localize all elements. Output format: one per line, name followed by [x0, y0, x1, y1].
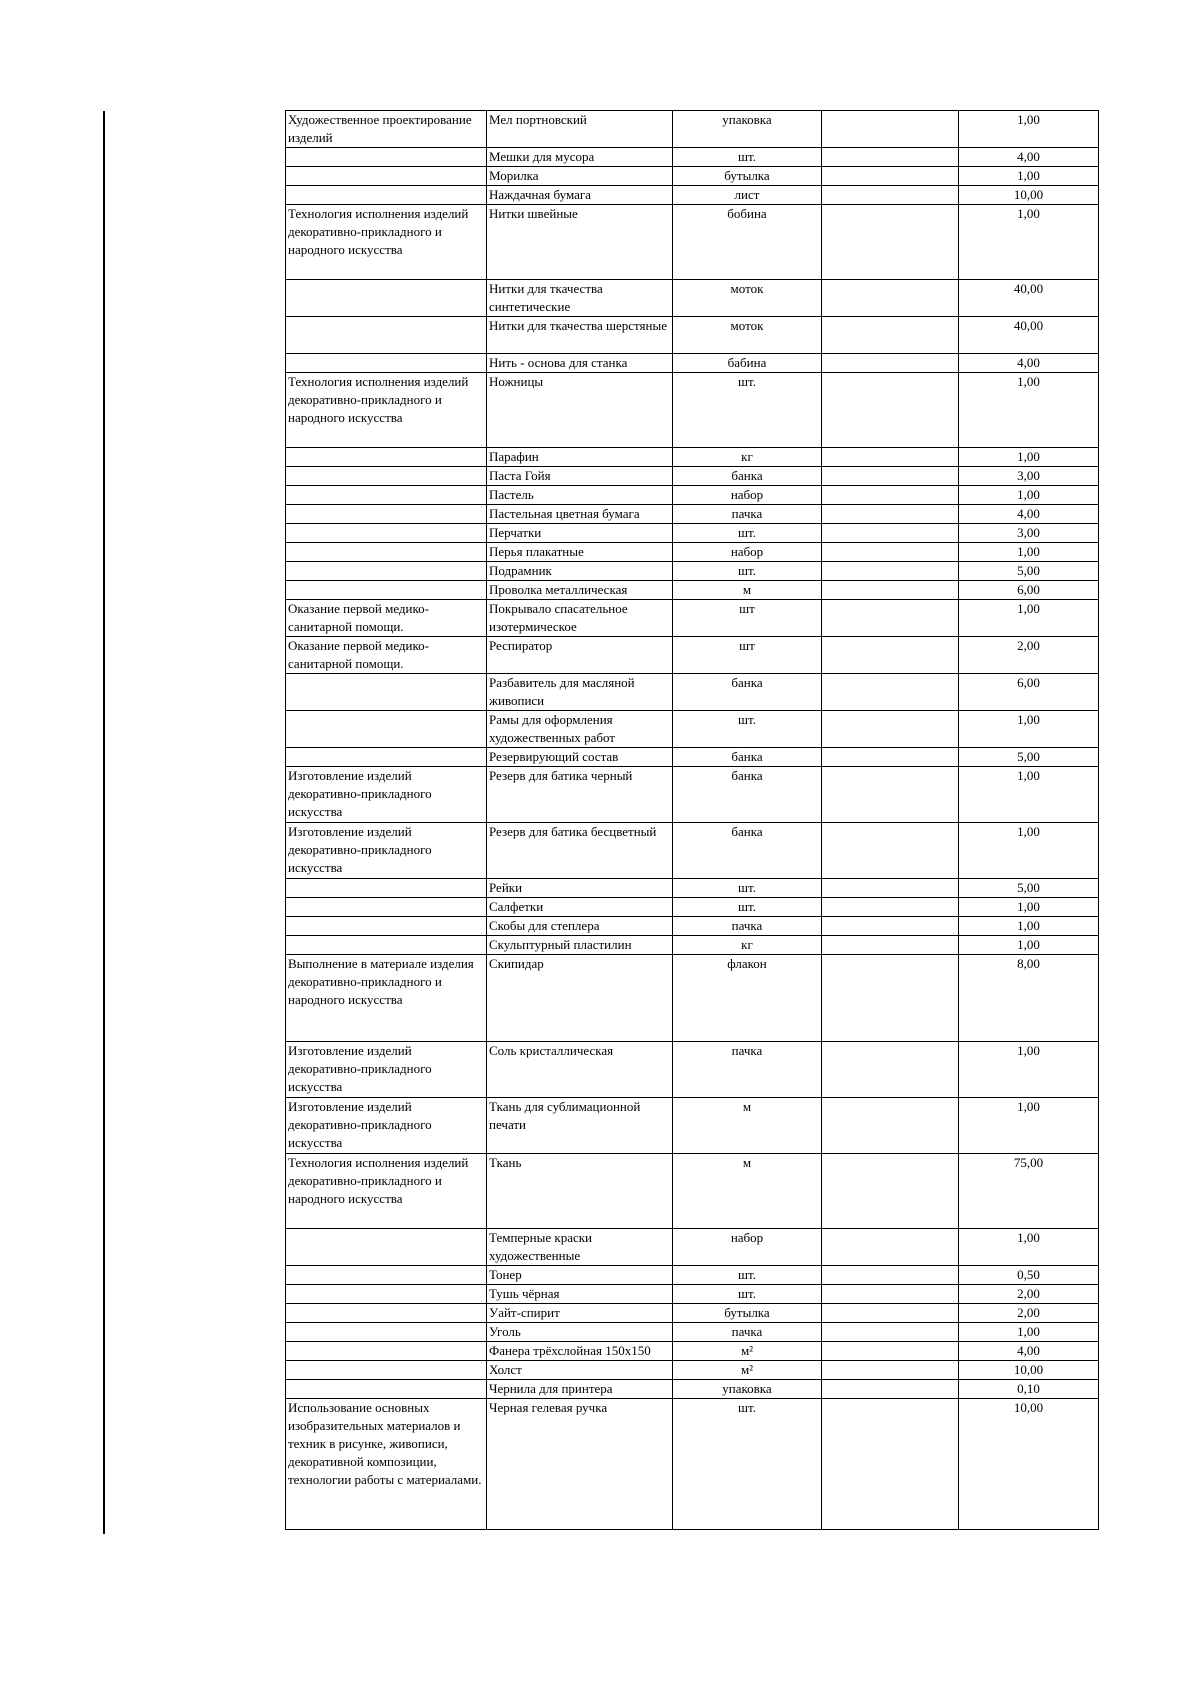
cell-quantity: 40,00 — [959, 280, 1099, 317]
table-row — [286, 317, 1099, 354]
cell-unit: пачка — [673, 505, 822, 524]
cell-item-name: Парафин — [487, 448, 673, 467]
cell-subject — [286, 486, 487, 505]
table-row — [286, 1323, 1099, 1342]
cell-empty — [822, 1304, 959, 1323]
cell-quantity: 2,00 — [959, 1304, 1099, 1323]
table-row — [286, 1380, 1099, 1399]
table-row — [286, 543, 1099, 562]
cell-quantity: 1,00 — [959, 917, 1099, 936]
cell-item-name: Разбавитель для масляной живописи — [487, 674, 673, 711]
cell-unit: м² — [673, 1361, 822, 1380]
cell-quantity: 3,00 — [959, 524, 1099, 543]
cell-unit: шт — [673, 637, 822, 674]
cell-subject — [286, 543, 487, 562]
cell-empty — [822, 373, 959, 448]
cell-subject — [286, 1380, 487, 1399]
cell-item-name: Скобы для степлера — [487, 917, 673, 936]
cell-subject — [286, 280, 487, 317]
cell-quantity: 2,00 — [959, 1285, 1099, 1304]
cell-empty — [822, 823, 959, 879]
cell-empty — [822, 467, 959, 486]
cell-empty — [822, 1266, 959, 1285]
cell-quantity: 75,00 — [959, 1154, 1099, 1229]
cell-quantity: 4,00 — [959, 148, 1099, 167]
cell-unit: пачка — [673, 1323, 822, 1342]
table-row — [286, 354, 1099, 373]
cell-subject — [286, 505, 487, 524]
cell-subject: Выполнение в материале изделия декоративно-прикладного и народного искусства — [286, 955, 487, 1042]
cell-quantity: 1,00 — [959, 205, 1099, 280]
cell-item-name: Ткань для сублимационной печати — [487, 1098, 673, 1154]
cell-item-name: Скульптурный пластилин — [487, 936, 673, 955]
table-row — [286, 600, 1099, 637]
table-row — [286, 1361, 1099, 1380]
table-row — [286, 148, 1099, 167]
cell-item-name: Наждачная бумага — [487, 186, 673, 205]
table-row — [286, 767, 1099, 823]
cell-empty — [822, 111, 959, 148]
cell-item-name: Холст — [487, 1361, 673, 1380]
cell-unit: шт. — [673, 373, 822, 448]
cell-item-name: Резервирующий состав — [487, 748, 673, 767]
cell-unit: м² — [673, 1342, 822, 1361]
cell-quantity: 1,00 — [959, 543, 1099, 562]
cell-empty — [822, 748, 959, 767]
cell-item-name: Скипидар — [487, 955, 673, 1042]
table-row — [286, 917, 1099, 936]
cell-subject — [286, 711, 487, 748]
cell-unit: кг — [673, 936, 822, 955]
cell-unit: набор — [673, 543, 822, 562]
cell-empty — [822, 600, 959, 637]
cell-quantity: 2,00 — [959, 637, 1099, 674]
cell-subject — [286, 917, 487, 936]
cell-subject — [286, 1361, 487, 1380]
cell-unit: шт. — [673, 1399, 822, 1530]
cell-subject — [286, 148, 487, 167]
cell-item-name: Уголь — [487, 1323, 673, 1342]
cell-quantity: 3,00 — [959, 467, 1099, 486]
cell-empty — [822, 524, 959, 543]
table-row — [286, 186, 1099, 205]
cell-item-name: Соль кристаллическая — [487, 1042, 673, 1098]
cell-unit: бабина — [673, 354, 822, 373]
cell-subject — [286, 354, 487, 373]
table-row — [286, 823, 1099, 879]
cell-empty — [822, 879, 959, 898]
cell-empty — [822, 955, 959, 1042]
cell-subject — [286, 186, 487, 205]
cell-item-name: Нитки для ткачества шерстяные — [487, 317, 673, 354]
cell-unit: набор — [673, 1229, 822, 1266]
cell-unit: шт. — [673, 898, 822, 917]
cell-quantity: 1,00 — [959, 1042, 1099, 1098]
cell-subject — [286, 1229, 487, 1266]
cell-subject: Технология исполнения изделий декоративно-прикладного и народного искусства — [286, 205, 487, 280]
cell-unit: моток — [673, 317, 822, 354]
cell-subject — [286, 1342, 487, 1361]
cell-subject — [286, 936, 487, 955]
cell-quantity: 4,00 — [959, 354, 1099, 373]
cell-unit: шт. — [673, 879, 822, 898]
table-row — [286, 448, 1099, 467]
cell-quantity: 1,00 — [959, 936, 1099, 955]
cell-item-name: Пастельная цветная бумага — [487, 505, 673, 524]
cell-unit: шт. — [673, 148, 822, 167]
cell-empty — [822, 148, 959, 167]
cell-unit: упаковка — [673, 111, 822, 148]
table-row — [286, 1042, 1099, 1098]
cell-quantity: 1,00 — [959, 486, 1099, 505]
cell-empty — [822, 448, 959, 467]
table-row — [286, 637, 1099, 674]
table-row — [286, 1304, 1099, 1323]
cell-unit: шт. — [673, 711, 822, 748]
cell-unit: банка — [673, 467, 822, 486]
cell-subject — [286, 1323, 487, 1342]
table-row — [286, 205, 1099, 280]
cell-empty — [822, 767, 959, 823]
cell-empty — [822, 1361, 959, 1380]
cell-subject: Оказание первой медико-санитарной помощи. — [286, 600, 487, 637]
cell-subject — [286, 748, 487, 767]
cell-empty — [822, 543, 959, 562]
cell-unit: шт. — [673, 1266, 822, 1285]
cell-quantity: 1,00 — [959, 823, 1099, 879]
cell-quantity: 1,00 — [959, 1323, 1099, 1342]
cell-item-name: Мел портновский — [487, 111, 673, 148]
table-row — [286, 1285, 1099, 1304]
cell-empty — [822, 1285, 959, 1304]
cell-item-name: Респиратор — [487, 637, 673, 674]
cell-unit: бутылка — [673, 167, 822, 186]
cell-item-name: Перья плакатные — [487, 543, 673, 562]
cell-quantity: 1,00 — [959, 1229, 1099, 1266]
cell-quantity: 6,00 — [959, 674, 1099, 711]
cell-empty — [822, 674, 959, 711]
cell-unit: флакон — [673, 955, 822, 1042]
cell-quantity: 1,00 — [959, 373, 1099, 448]
cell-empty — [822, 1098, 959, 1154]
cell-empty — [822, 562, 959, 581]
cell-empty — [822, 1229, 959, 1266]
cell-empty — [822, 711, 959, 748]
cell-subject: Изготовление изделий декоративно-прикладного искусства — [286, 1098, 487, 1154]
cell-unit: шт. — [673, 1285, 822, 1304]
table-row — [286, 1399, 1099, 1530]
table-row — [286, 674, 1099, 711]
materials-table-body — [286, 111, 1099, 1530]
table-row — [286, 1098, 1099, 1154]
cell-subject — [286, 1304, 487, 1323]
cell-unit: м — [673, 1098, 822, 1154]
cell-empty — [822, 1154, 959, 1229]
cell-subject — [286, 467, 487, 486]
cell-empty — [822, 1342, 959, 1361]
cell-item-name: Ткань — [487, 1154, 673, 1229]
cell-empty — [822, 280, 959, 317]
cell-item-name: Мешки для мусора — [487, 148, 673, 167]
cell-quantity: 1,00 — [959, 111, 1099, 148]
cell-item-name: Нить - основа для станка — [487, 354, 673, 373]
cell-empty — [822, 898, 959, 917]
cell-unit: шт — [673, 600, 822, 637]
cell-empty — [822, 936, 959, 955]
table-row — [286, 167, 1099, 186]
cell-quantity: 1,00 — [959, 898, 1099, 917]
left-margin-line — [103, 111, 105, 1534]
cell-item-name: Тушь чёрная — [487, 1285, 673, 1304]
cell-quantity: 8,00 — [959, 955, 1099, 1042]
table-row — [286, 1154, 1099, 1229]
table-row — [286, 467, 1099, 486]
cell-item-name: Темперные краски художественные — [487, 1229, 673, 1266]
cell-quantity: 0,10 — [959, 1380, 1099, 1399]
table-row — [286, 486, 1099, 505]
cell-empty — [822, 1399, 959, 1530]
cell-quantity: 1,00 — [959, 711, 1099, 748]
cell-item-name: Резерв для батика черный — [487, 767, 673, 823]
cell-item-name: Тонер — [487, 1266, 673, 1285]
cell-item-name: Проволка металлическая — [487, 581, 673, 600]
cell-empty — [822, 581, 959, 600]
table-row — [286, 898, 1099, 917]
cell-unit: пачка — [673, 1042, 822, 1098]
cell-quantity: 4,00 — [959, 505, 1099, 524]
table-row — [286, 748, 1099, 767]
cell-quantity: 1,00 — [959, 167, 1099, 186]
cell-subject: Художественное проектирование изделий — [286, 111, 487, 148]
table-row — [286, 1342, 1099, 1361]
cell-quantity: 5,00 — [959, 562, 1099, 581]
cell-unit: пачка — [673, 917, 822, 936]
cell-quantity: 1,00 — [959, 448, 1099, 467]
cell-quantity: 10,00 — [959, 1361, 1099, 1380]
cell-empty — [822, 505, 959, 524]
cell-quantity: 10,00 — [959, 186, 1099, 205]
cell-item-name: Рейки — [487, 879, 673, 898]
cell-subject — [286, 581, 487, 600]
cell-subject: Изготовление изделий декоративно-прикладного искусства — [286, 767, 487, 823]
table-row — [286, 581, 1099, 600]
cell-unit: м — [673, 1154, 822, 1229]
cell-subject: Изготовление изделий декоративно-прикладного искусства — [286, 823, 487, 879]
cell-subject: Использование основных изобразительных материалов и техник в рисунке, живописи, декоративной композиции, технологии работы с материалами. — [286, 1399, 487, 1530]
cell-item-name: Нитки швейные — [487, 205, 673, 280]
table-row — [286, 955, 1099, 1042]
cell-item-name: Чернила для принтера — [487, 1380, 673, 1399]
cell-quantity: 40,00 — [959, 317, 1099, 354]
cell-unit: бобина — [673, 205, 822, 280]
cell-item-name: Рамы для оформления художественных работ — [487, 711, 673, 748]
cell-unit: кг — [673, 448, 822, 467]
cell-item-name: Перчатки — [487, 524, 673, 543]
cell-empty — [822, 205, 959, 280]
cell-empty — [822, 1042, 959, 1098]
cell-unit: лист — [673, 186, 822, 205]
cell-item-name: Пастель — [487, 486, 673, 505]
cell-item-name: Паста Гойя — [487, 467, 673, 486]
cell-item-name: Ножницы — [487, 373, 673, 448]
cell-empty — [822, 486, 959, 505]
cell-item-name: Черная гелевая ручка — [487, 1399, 673, 1530]
cell-subject — [286, 898, 487, 917]
cell-subject — [286, 524, 487, 543]
cell-quantity: 1,00 — [959, 767, 1099, 823]
table-row — [286, 936, 1099, 955]
table-row — [286, 505, 1099, 524]
cell-empty — [822, 186, 959, 205]
cell-unit: шт. — [673, 562, 822, 581]
cell-empty — [822, 637, 959, 674]
cell-unit: банка — [673, 674, 822, 711]
cell-item-name: Нитки для ткачества синтетические — [487, 280, 673, 317]
table-row — [286, 879, 1099, 898]
cell-subject: Технология исполнения изделий декоративно-прикладного и народного искусства — [286, 1154, 487, 1229]
cell-item-name: Подрамник — [487, 562, 673, 581]
cell-quantity: 5,00 — [959, 879, 1099, 898]
cell-subject — [286, 317, 487, 354]
cell-item-name: Покрывало спасательное изотермическое — [487, 600, 673, 637]
cell-item-name: Уайт-спирит — [487, 1304, 673, 1323]
table-row — [286, 373, 1099, 448]
cell-unit: набор — [673, 486, 822, 505]
cell-subject: Оказание первой медико-санитарной помощи. — [286, 637, 487, 674]
cell-empty — [822, 354, 959, 373]
cell-subject — [286, 167, 487, 186]
cell-quantity: 1,00 — [959, 600, 1099, 637]
cell-subject — [286, 1266, 487, 1285]
cell-subject: Изготовление изделий декоративно-прикладного искусства — [286, 1042, 487, 1098]
materials-table — [285, 110, 1099, 1530]
cell-empty — [822, 1323, 959, 1342]
table-row — [286, 280, 1099, 317]
cell-unit: моток — [673, 280, 822, 317]
table-row — [286, 562, 1099, 581]
table-row — [286, 524, 1099, 543]
cell-subject — [286, 448, 487, 467]
cell-item-name: Салфетки — [487, 898, 673, 917]
cell-quantity: 0,50 — [959, 1266, 1099, 1285]
table-row — [286, 1229, 1099, 1266]
cell-unit: шт. — [673, 524, 822, 543]
cell-item-name: Морилка — [487, 167, 673, 186]
cell-empty — [822, 917, 959, 936]
cell-empty — [822, 317, 959, 354]
cell-unit: банка — [673, 748, 822, 767]
cell-subject — [286, 1285, 487, 1304]
cell-quantity: 6,00 — [959, 581, 1099, 600]
cell-subject — [286, 879, 487, 898]
cell-item-name: Резерв для батика бесцветный — [487, 823, 673, 879]
cell-unit: м — [673, 581, 822, 600]
table-row — [286, 1266, 1099, 1285]
cell-empty — [822, 167, 959, 186]
cell-unit: бутылка — [673, 1304, 822, 1323]
cell-subject — [286, 562, 487, 581]
cell-unit: упаковка — [673, 1380, 822, 1399]
table-row — [286, 111, 1099, 148]
cell-subject: Технология исполнения изделий декоративно-прикладного и народного искусства — [286, 373, 487, 448]
cell-quantity: 10,00 — [959, 1399, 1099, 1530]
table-row — [286, 711, 1099, 748]
cell-quantity: 4,00 — [959, 1342, 1099, 1361]
cell-quantity: 5,00 — [959, 748, 1099, 767]
cell-item-name: Фанера трёхслойная 150х150 — [487, 1342, 673, 1361]
cell-unit: банка — [673, 823, 822, 879]
cell-empty — [822, 1380, 959, 1399]
cell-quantity: 1,00 — [959, 1098, 1099, 1154]
cell-subject — [286, 674, 487, 711]
cell-unit: банка — [673, 767, 822, 823]
